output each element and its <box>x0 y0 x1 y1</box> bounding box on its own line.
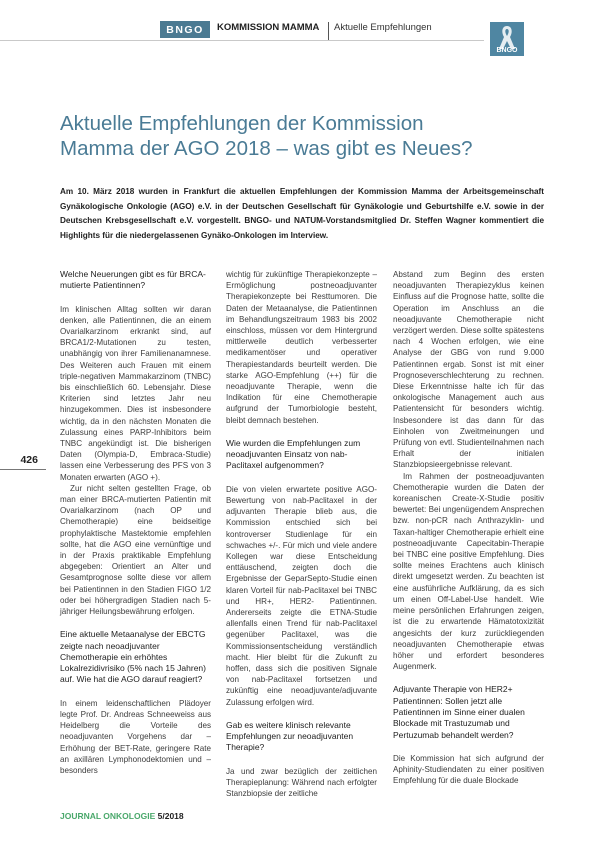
column-3 <box>393 269 544 786</box>
header-brand: BNGO <box>160 21 210 38</box>
body-paragraph: In einem leidenschaftlichen Plädoyer legte Prof. Dr. Andreas Schneeweiss aus Heidelberg die Vorteile des neoadjuvanten Vorgehens dar – Erhöhung der BET-Rate, geringere Rate an axillären Lymphonodektomien und – besonders <box>60 698 211 775</box>
journal-name: JOURNAL ONKOLOGIE <box>60 811 156 821</box>
title-line-2: Mamma der AGO 2018 – was gibt es Neues? <box>60 137 473 160</box>
body-paragraph: wichtig für zukünftige Therapiekonzepte – Ermöglichung postneoadjuvanter Therapiekonzepte bei Resttumoren. Die Daten der Metaanalyse, die Patientinnen im Behandlungszeitraum 1983 bis 2002 einschloss, müssen vor dem Hintergrund mittlerweile deutlich verbesserter medikamentöser und operativer Therapiestandards beurteilt werden. Die starke AGO-Empfehlung (++) für die neoadjuvante Therapie, wenn die Indikation für eine Chemotherapie aufgrund der Tumorbiologie besteht, bleibt demnach bestehen. <box>226 270 377 425</box>
question-heading: Welche Neuerungen gibt es für BRCA-mutierte Patientinnen? <box>60 269 206 291</box>
body-paragraph: Im klinischen Alltag sollten wir daran denken, alle Patientinnen, die an einem Ovarialkarzinom erkrankt sind, auf BRCA1/2-Mutationen zu testen, unabhängig von ihrer Familienanamnese. Des Weiteren auch Frauen mit einem triple-negativen Mammakarzinom (TNBC) bis einschließlich 60. Lebensjahr. Diese Kriterien sind letztes Jahr neu hinzugekommen. Dies ist insbesondere wichtig, da in den nächsten Monaten die Zulassung eines PARP-Inhibitors beim TNBC angekündigt ist. Die bisherigen Daten (Olympia-D, Embraca-Studie) lassen eine Verbesserung des PFS von 3 Monaten erwarten (AGO +). <box>60 304 211 482</box>
question-heading: Adjuvante Therapie von HER2+ Patientinnen: Sollen jetzt alle Patientinnen im Sinne einer dualen Blockade mit Trastuzumab und Pertuzumab behandelt werden? <box>393 684 525 740</box>
issue-number: 5/2018 <box>157 811 184 821</box>
question-heading: Eine aktuelle Metaanalyse der EBCTG zeigte nach neoadjuvanter Chemotherapie ein erhöhtes Lokalrezidivrisiko (5% nach 15 Jahren) auf. Wie hat die AGO darauf reagiert? <box>60 629 206 685</box>
page-title <box>60 111 560 161</box>
header-divider <box>328 22 329 40</box>
footer <box>60 811 184 821</box>
question-heading: Gab es weitere klinisch relevante Empfehlungen zur neoadjuvanten Therapie? <box>226 719 354 753</box>
logo-text: BNGO <box>496 47 518 54</box>
body-paragraph: Im Rahmen der postneoadjuvanten Chemotherapie wurden die Daten der koreanischen Create-X-Studie positiv bewertet: Bei ungenügendem Ansprechen bzw. non-pCR nach Anthrazyklin- und Taxan-haltiger Chemotherapie erhielt eine postneoadjuvante Capecitabin-Therapie bei TNBC eine positive Empfehlung. Dies sollte meines Erachtens auch klinisch direkt umgesetzt werden. Zu beachten ist eine ausführliche Aufklärung, da es sich um einen Off-Label-Use handelt. Wie meine persönlichen Erfahrungen zeigen, ist die zu erwartende Hämatotoxizität angesichts der kurz zurückliegenden neoadjuvanten Chemotherapie etwas höher und erfordert besonderes Augenmerk. <box>393 471 544 672</box>
header-section: KOMMISSION MAMMA <box>217 22 320 33</box>
body-paragraph: Zur nicht selten gestellten Frage, ob man einer BRCA-mutierten Patientin mit Ovarialkarzinom (nach OP und Chemotherapie) eine beidseitige prophylaktische Mastektomie empfehlen sollte, hat die AGO eine vernünftige und in der Praxis praktikable Empfehlung abgegeben: Orientiert an Alter und Gesamtprognose sollte diese vor allem bei Patientinnen in den Stadien FIGO 1/2 oder bei höhergradigen Stadien nach 5-jähriger Heilungsbewährung erfolgen. <box>60 483 211 617</box>
bngo-logo <box>490 22 524 56</box>
header-rule <box>0 40 484 41</box>
body-paragraph: Die Kommission hat sich aufgrund der Aphinity-Studiendaten zu einer positiven Empfehlung für die duale Blockade <box>393 753 544 786</box>
header-subsection: Aktuelle Empfehlungen <box>334 22 432 33</box>
lead-paragraph: Am 10. März 2018 wurden in Frankfurt die aktuellen Empfehlungen der Kommission Mamma der Arbeitsgemeinschaft Gynäkologische Onkologie (AGO) e.V. in der Deutschen Gesellschaft für Gynäkologie und Geburtshilfe e.V. sowie in der Deutschen Krebsgesellschaft e.V. vorgestellt. BNGO- und NATUM-Vorstandsmitglied Dr. Steffen Wagner kommentiert die Highlights für die niedergelassenen Gynäko-Onkologen im Interview. <box>60 187 544 240</box>
body-paragraph: Ja und zwar bezüglich der zeitlichen Therapieplanung: Während nach erfolgter Stanzbiopsie der zeitliche <box>226 766 377 799</box>
column-2 <box>226 269 377 799</box>
page-number: 426 <box>20 454 38 466</box>
page-number-rule <box>0 469 46 470</box>
body-paragraph: Abstand zum Beginn des ersten neoadjuvanten Therapiezyklus keinen Einfluss auf die Prognose hatte, sollte die Operation im Anschluss an die neoadjuvante Chemotherapie nicht verzögert werden. Diese sollte spätestens nach 4 Wochen erfolgen, wie eine Analyse der GBG von rund 9.000 Patientinnen ergab. Sonst ist mit einer Prognoseverschlechterung zu rechnen. Diese Erkenntnisse halte ich für das onkologische Management auch aus Patientensicht für besonders wichtig. Insbesondere ist das dann für das Einholen von Zweitmeinungen und Prüfung von evtl. Studienteilnahmen nach Erhalt der initialen Stanzbiopsieergebnisse relevant. <box>393 270 544 470</box>
body-paragraph: Die von vielen erwartete positive AGO-Bewertung von nab-Paclitaxel in der adjuvanten Therapie blieb aus, die Kommission entschied sich bei kontroverser Studienlage für ein schwaches +/-. Für mich und viele andere Kollegen war diese Entscheidung enttäuschend, zeigten doch die Ergebnisse der GeparSepto-Studie einen klaren Vorteil für nab-Paclitaxel bei TNBC und HR+, HER2- Patientinnen. Andererseits zeigte die ETNA-Studie allenfalls einen Trend für nab-Paclitaxel gegenüber Paclitaxel, was die Kommissionsentscheidung verständlich macht. Hier bleibt für die Zukunft zu hoffen, dass sich die positiven Signale von nab-Paclitaxel fortsetzen und zukünftig eine neoadjuvante/adjuvante Zulassung erfolgen wird. <box>226 484 377 707</box>
question-heading: Wie wurden die Empfehlungen zum neoadjuvanten Einsatz von nab-Paclitaxel aufgenommen? <box>226 437 361 471</box>
title-line-1: Aktuelle Empfehlungen der Kommission <box>60 112 424 135</box>
column-1 <box>60 269 211 776</box>
